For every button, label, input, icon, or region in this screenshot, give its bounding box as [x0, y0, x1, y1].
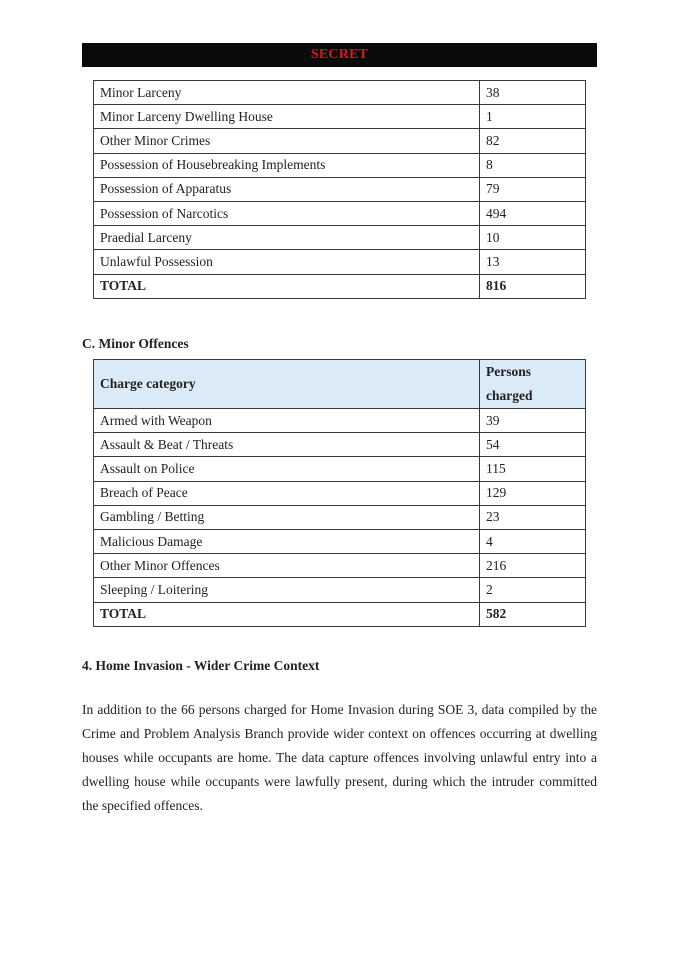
total-value: 582	[480, 602, 586, 626]
table-row	[94, 177, 586, 201]
count-cell: 2	[480, 578, 586, 602]
count-cell: 82	[480, 129, 586, 153]
table-row	[94, 433, 586, 457]
count-cell: 10	[480, 226, 586, 250]
table-row	[94, 409, 586, 433]
charge-cell: Assault on Police	[94, 457, 480, 481]
charge-cell: Possession of Apparatus	[94, 177, 480, 201]
count-cell: 13	[480, 250, 586, 274]
count-cell: 129	[480, 481, 586, 505]
charge-cell: Minor Larceny	[94, 81, 480, 105]
total-label: TOTAL	[94, 274, 480, 298]
table-row	[94, 81, 586, 105]
charge-cell: Malicious Damage	[94, 529, 480, 553]
charge-cell: Gambling / Betting	[94, 505, 480, 529]
table-row	[94, 481, 586, 505]
charge-cell: Minor Larceny Dwelling House	[94, 105, 480, 129]
table-row	[94, 457, 586, 481]
charges-table-continued	[93, 80, 586, 299]
count-cell: 494	[480, 201, 586, 225]
section-heading-home-invasion: 4. Home Invasion - Wider Crime Context	[82, 658, 320, 673]
table-row	[94, 201, 586, 225]
count-cell: 79	[480, 177, 586, 201]
count-cell: 38	[480, 81, 586, 105]
table-row	[94, 129, 586, 153]
body-paragraph: In addition to the 66 persons charged for Home Invasion during SOE 3, data compiled by the Crime and Problem Analysis Branch provide wider context on offences occurring at dwelling houses while occupants are home. The data capture offences involving unlawful entry into a dwelling house while occupants were lawfully present, during which the intruder committed the specified offences.	[82, 701, 597, 813]
header-line: Persons	[486, 364, 531, 379]
table-row	[94, 529, 586, 553]
count-cell: 39	[480, 409, 586, 433]
section-heading-minor-offences: C. Minor Offences	[82, 336, 189, 351]
table-header-row	[94, 360, 586, 409]
total-row	[94, 274, 586, 298]
minor-offences-table	[93, 359, 586, 627]
charge-cell: Breach of Peace	[94, 481, 480, 505]
table-row	[94, 554, 586, 578]
column-header-charge-category: Charge category	[94, 360, 480, 409]
charge-cell: Unlawful Possession	[94, 250, 480, 274]
header-line: charged	[486, 388, 533, 403]
total-label: TOTAL	[94, 602, 480, 626]
classification-label: SECRET	[310, 47, 369, 62]
count-cell: 23	[480, 505, 586, 529]
charge-cell: Sleeping / Loitering	[94, 578, 480, 602]
table-row	[94, 105, 586, 129]
charge-cell: Assault & Beat / Threats	[94, 433, 480, 457]
table-row	[94, 226, 586, 250]
charge-cell: Other Minor Offences	[94, 554, 480, 578]
count-cell: 1	[480, 105, 586, 129]
charge-cell: Other Minor Crimes	[94, 129, 480, 153]
count-cell: 54	[480, 433, 586, 457]
count-cell: 8	[480, 153, 586, 177]
count-cell: 4	[480, 529, 586, 553]
table-row	[94, 153, 586, 177]
table-row	[94, 250, 586, 274]
classification-banner	[82, 43, 597, 67]
column-header-persons-charged	[480, 360, 586, 409]
charge-cell: Praedial Larceny	[94, 226, 480, 250]
table-row	[94, 578, 586, 602]
count-cell: 216	[480, 554, 586, 578]
count-cell: 115	[480, 457, 586, 481]
charge-cell: Possession of Housebreaking Implements	[94, 153, 480, 177]
total-row	[94, 602, 586, 626]
charge-cell: Possession of Narcotics	[94, 201, 480, 225]
charge-cell: Armed with Weapon	[94, 409, 480, 433]
table-row	[94, 505, 586, 529]
total-value: 816	[480, 274, 586, 298]
